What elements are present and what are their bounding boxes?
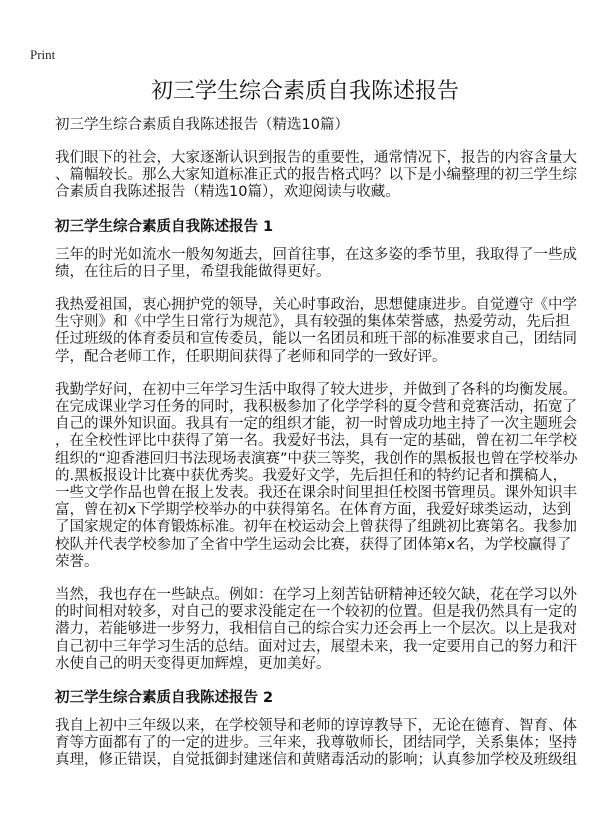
page-title: 初三学生综合素质自我陈述报告: [150, 79, 459, 104]
paragraph-line: 、篇幅较长。那么大家知道标准正式的报告格式吗？以下是小编整理的初三学生综: [55, 167, 577, 184]
paragraph-line: 我热爱祖国，衷心拥护党的领导，关心时事政治，思想健康进步。自觉遵守《中学: [55, 297, 577, 314]
paragraph-line: 荣誉。: [55, 553, 99, 570]
paragraph-line: 生守则》和《中学生日常行为规范》，具有较强的集体荣誉感，热爱劳动，先后担: [55, 314, 570, 331]
print-link[interactable]: Print: [30, 47, 56, 62]
paragraph-line: 了国家规定的体育锻炼标准。初年在校运动会上曾获得了组跳初比赛第名。我参加: [55, 519, 577, 536]
paragraph-line: 任过班级的体育委员和宣传委员，能以一名团员和班干部的标准要求自己，团结同: [55, 331, 577, 348]
paragraph: [55, 381, 578, 571]
document-subtitle: 初三学生综合素质自我陈述报告（精选10篇）: [55, 117, 349, 133]
paragraph-line: 一些文学作品也曾在报上发表。我还在课余时间里担任校图书管理员。课外知识丰: [55, 485, 577, 502]
paragraph-line: 自己初中三年学习生活的总结。面对过去，展望未来，我一定要用自己的努力和汗: [55, 638, 577, 655]
paragraph-line: 校队并代表学校参加了全省中学生运动会比赛，获得了团体第x名，为学校赢得了: [55, 536, 572, 553]
paragraph-line: 在完成课业学习任务的同时，我积极参加了化学学科的夏令营和竞赛活动，拓宽了: [55, 399, 577, 416]
paragraph-line: 育等方面都有了的一定的进步。三年来，我尊敬师长，团结同学，关系集体；坚持: [55, 735, 577, 752]
paragraph: [55, 587, 577, 673]
paragraph-line: 当然，我也存在一些缺点。例如：在学习上刻苦钻研精神还较欠缺，花在学习以外: [55, 587, 577, 604]
paragraph-line: 水使自己的明天变得更加辉煌，更加美好。: [55, 655, 331, 672]
paragraph-line: 自己的课外知识面。我具有一定的组织才能，初一时曾成功地主持了一次主题班会: [55, 416, 577, 433]
paragraph: [55, 150, 577, 202]
paragraph-line: 富，曾在初x下学期学校举办的中获得第名。在体育方面，我爱好球类运动，达到: [55, 502, 572, 519]
paragraph-line: 我勤学好问，在初中三年学习生活中取得了较大进步，并做到了各科的均衡发展。: [55, 381, 577, 398]
paragraph-line: 的.黑板报设计比赛中获优秀奖。我爱好文学，先后担任和的特约记者和撰稿人，: [55, 467, 568, 484]
paragraph-line: 组织的“迎香港回归书法现场表演赛”中获三等奖，我创作的黑板报也曾在学校举办: [55, 450, 578, 467]
document-body: [55, 150, 578, 770]
document: [55, 78, 578, 786]
paragraph-line: 学，配合老师工作，任职期间获得了老师和同学的一致好评。: [55, 348, 447, 365]
paragraph: [55, 246, 577, 281]
paragraph-line: 绩，在往后的日子里，希望我能做得更好。: [55, 263, 331, 280]
paragraph-line: ，在全校性评比中获得了第一名。我爱好书法，具有一定的基础，曾在初二年学校: [55, 433, 577, 450]
paragraph-line: 的时间相对较多，对自己的要求没能定在一个较初的位置。但是我仍然具有一定的: [55, 604, 577, 621]
paragraph-line: 合素质自我陈述报告（精选10篇），欢迎阅读与收藏。: [55, 184, 400, 201]
paragraph-line: 我们眼下的社会，大家逐渐认识到报告的重要性，通常情况下，报告的内容含量大: [55, 150, 577, 166]
section-heading: 初三学生综合素质自我陈述报告 2: [55, 690, 274, 707]
paragraph-line: 真理，修正错误，自觉抵御封建迷信和黄赌毒活动的影响；认真参加学校及班级组: [55, 752, 577, 769]
paragraph-line: 三年的时光如流水一般匆匆逝去，回首往事，在这多姿的季节里，我取得了一些成: [55, 246, 577, 263]
paragraph-line: 潜力，若能够进一步努力，我相信自己的综合实力还会再上一个层次。以上是我对: [55, 621, 577, 638]
paragraph-line: 我自上初中三年级以来，在学校领导和老师的谆谆教导下，无论在德育、智育、体: [55, 718, 577, 735]
section-heading: 初三学生综合素质自我陈述报告 1: [55, 218, 274, 235]
paragraph: [55, 297, 577, 366]
paragraph: [55, 718, 577, 770]
